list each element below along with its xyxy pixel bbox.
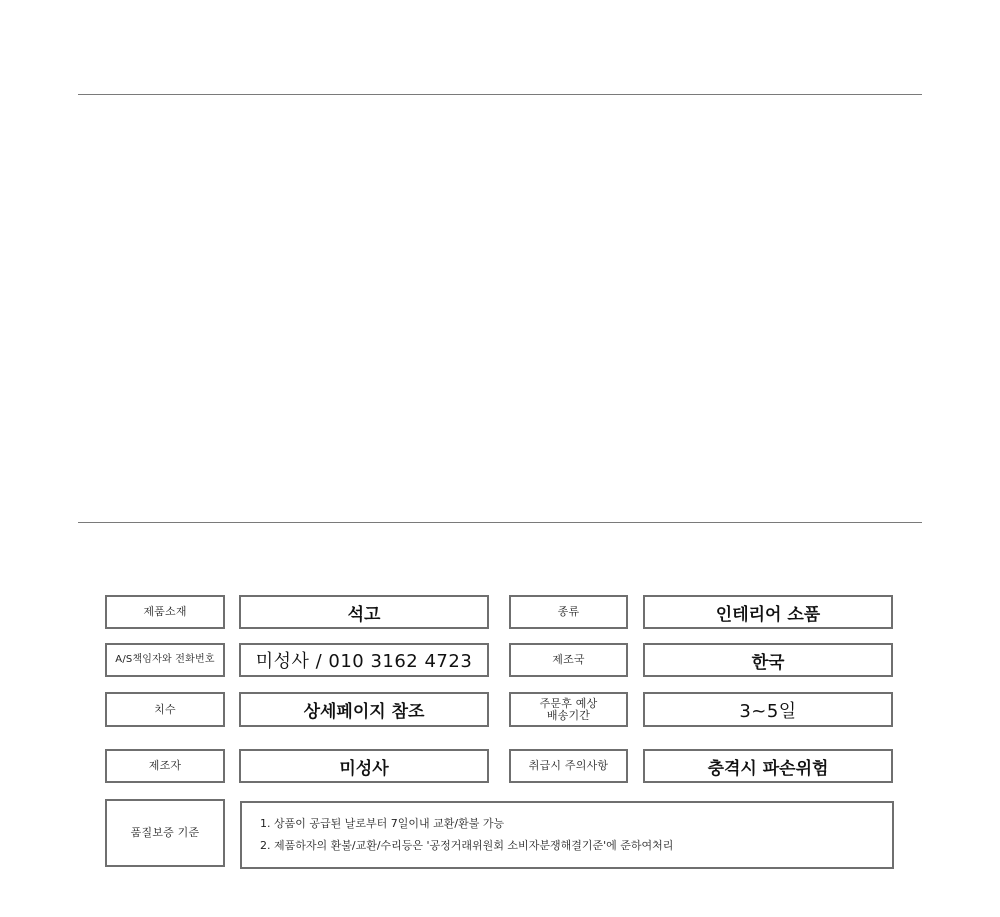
size-value-cell — [239, 692, 489, 727]
origin-label-cell — [509, 643, 628, 677]
maker-label-cell — [105, 749, 225, 783]
as-value-cell — [239, 643, 489, 677]
delivery-label-line1: 주문후 예상 — [539, 696, 598, 710]
delivery-value-cell — [643, 692, 893, 727]
quality-label: 품질보증 기준 — [130, 826, 200, 839]
size-value: 상세페이지 참조 — [303, 702, 425, 722]
origin-label: 제조국 — [552, 653, 585, 666]
type-label: 종류 — [557, 605, 580, 618]
caution-value-cell — [643, 749, 893, 783]
as-label-cell — [105, 643, 225, 677]
material-label: 제품소재 — [143, 605, 187, 618]
delivery-label-cell — [509, 692, 628, 727]
maker-value: 미성사 — [339, 758, 389, 779]
as-label: A/S책임자와 전화번호 — [115, 654, 215, 665]
origin-value-cell — [643, 643, 893, 677]
type-value: 인테리어 소품 — [715, 604, 821, 625]
caution-label-cell — [509, 749, 628, 783]
top-divider — [78, 94, 922, 95]
bottom-divider — [78, 522, 922, 523]
quality-line-1: 1. 상품이 공급된 날로부터 7일이내 교환/환불 가능 — [260, 817, 505, 830]
maker-value-cell — [239, 749, 489, 783]
quality-value-cell — [240, 801, 894, 869]
as-value: 미성사 / 010 3162 4723 — [255, 651, 473, 672]
type-label-cell — [509, 595, 628, 629]
size-label: 치수 — [154, 702, 176, 716]
caution-value: 충격시 파손위험 — [707, 758, 829, 779]
caution-label: 취급시 주의사항 — [528, 759, 609, 772]
size-label-cell — [105, 692, 225, 727]
material-label-cell — [105, 595, 225, 629]
delivery-label-line2: 배송기간 — [546, 708, 591, 722]
type-value-cell — [643, 595, 893, 629]
origin-value: 한국 — [751, 652, 785, 673]
material-value: 석고 — [347, 604, 381, 625]
delivery-value: 3~5일 — [739, 700, 797, 722]
delivery-label — [540, 698, 598, 722]
quality-label-cell — [105, 799, 225, 867]
material-value-cell — [239, 595, 489, 629]
maker-label: 제조자 — [148, 759, 182, 772]
quality-line-2: 2. 제품하자의 환불/교환/수리등은 '공정거래위원회 소비자분쟁해결기준'에 준하여처리 — [260, 839, 674, 852]
